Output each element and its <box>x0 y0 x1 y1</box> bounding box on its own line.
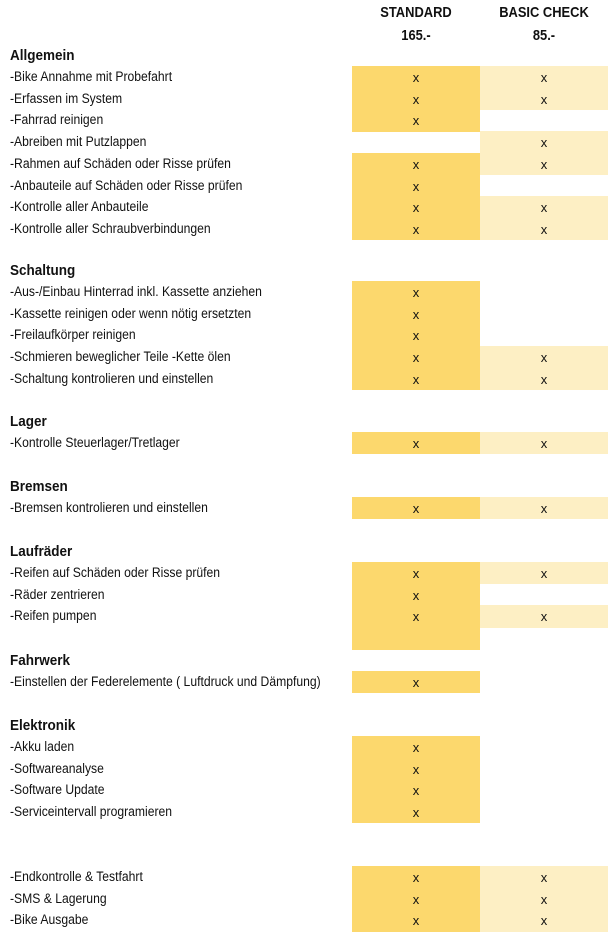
basic-check-price: 85.- <box>532 27 556 44</box>
basic-check-included-mark: x <box>540 135 548 151</box>
basic-check-included-mark: x <box>540 609 548 625</box>
standard-included-mark: x <box>412 609 420 625</box>
service-item-label: -Erfassen im System <box>10 90 123 106</box>
standard-included-mark: x <box>412 501 420 516</box>
standard-included-mark: x <box>412 891 420 907</box>
standard-included-mark: x <box>412 221 420 237</box>
section-title: Laufräder <box>10 543 73 560</box>
standard-price: 165.- <box>401 27 431 44</box>
basic-check-included-mark: x <box>540 221 548 237</box>
standard-included-mark: x <box>412 740 420 755</box>
service-item-label: -Räder zentrieren <box>10 586 105 602</box>
basic-check-included-mark: x <box>540 70 548 85</box>
service-item-label: -Softwareanalyse <box>10 760 104 776</box>
service-item-label: -Anbauteile auf Schäden oder Risse prüfen <box>10 177 243 193</box>
section-title: Schaltung <box>10 262 76 279</box>
service-item-label: -Reifen auf Schäden oder Risse prüfen <box>10 565 221 580</box>
service-item-label: -Abreiben mit Putzlappen <box>10 134 147 150</box>
service-item-label: -Fahrrad reinigen <box>10 112 104 128</box>
basic-check-included-mark: x <box>540 200 548 216</box>
basic-check-included-mark: x <box>540 913 548 929</box>
standard-included-mark: x <box>412 371 420 387</box>
section-title: Lager <box>10 413 47 430</box>
service-item-label: -Bike Ausgabe <box>10 912 89 928</box>
standard-included-mark: x <box>412 870 420 885</box>
standard-included-mark: x <box>412 113 420 129</box>
service-item-label: -Bike Annahme mit Probefahrt <box>10 69 173 84</box>
standard-name: STANDARD <box>380 4 452 21</box>
standard-included-mark: x <box>412 285 420 300</box>
service-item-label: -Freilaufkörper reinigen <box>10 327 136 343</box>
standard-column-header <box>361 3 471 46</box>
service-item-label: -Schaltung kontrolieren und einstellen <box>10 370 214 386</box>
basic-check-included-mark: x <box>540 891 548 907</box>
standard-included-mark: x <box>412 91 420 107</box>
section-title: Fahrwerk <box>10 652 71 669</box>
service-item-label: -Kontrolle Steuerlager/Tretlager <box>10 435 180 450</box>
service-item-label: -Reifen pumpen <box>10 608 97 624</box>
service-item-label: -Aus-/Einbau Hinterrad inkl. Kassette anziehen <box>10 284 262 299</box>
service-item-label: -Rahmen auf Schäden oder Risse prüfen <box>10 155 231 171</box>
standard-included-mark: x <box>412 805 420 821</box>
section-title: Allgemein <box>10 47 75 64</box>
standard-included-mark: x <box>412 761 420 777</box>
standard-included-mark: x <box>412 783 420 799</box>
basic-check-column-header <box>489 3 599 46</box>
standard-included-mark: x <box>412 566 420 581</box>
service-item-label: -Endkontrolle & Testfahrt <box>10 869 143 884</box>
service-item-label: -SMS & Lagerung <box>10 890 107 906</box>
basic-check-included-mark: x <box>540 501 548 516</box>
standard-included-mark: x <box>412 70 420 85</box>
basic-check-included-mark: x <box>540 91 548 107</box>
service-item-label: -Schmieren beweglicher Teile -Kette ölen <box>10 349 231 365</box>
service-item-label: -Einstellen der Federelemente ( Luftdruck und Dämpfung) <box>10 674 321 689</box>
basic-check-name: BASIC CHECK <box>499 4 589 21</box>
standard-included-mark: x <box>412 436 420 451</box>
service-item-label: -Software Update <box>10 782 105 798</box>
service-item-label: -Bremsen kontrolieren und einstellen <box>10 500 208 515</box>
service-item-label: -Akku laden <box>10 739 75 754</box>
standard-included-mark: x <box>412 178 420 194</box>
service-item-label: -Serviceintervall programieren <box>10 804 173 820</box>
section-title: Elektronik <box>10 717 76 734</box>
basic-check-included-mark: x <box>540 371 548 387</box>
basic-check-included-mark: x <box>540 436 548 451</box>
standard-included-mark: x <box>412 328 420 344</box>
standard-included-mark: x <box>412 587 420 603</box>
standard-included-mark: x <box>412 913 420 929</box>
basic-check-included-mark: x <box>540 870 548 885</box>
standard-included-mark: x <box>412 306 420 322</box>
standard-included-mark: x <box>412 350 420 366</box>
basic-check-included-mark: x <box>540 156 548 172</box>
standard-included-mark: x <box>412 675 420 690</box>
standard-included-mark: x <box>412 156 420 172</box>
service-item-label: -Kontrolle aller Anbauteile <box>10 199 149 215</box>
service-item-label: -Kontrolle aller Schraubverbindungen <box>10 220 211 236</box>
service-item-label: -Kassette reinigen oder wenn nötig ersetzten <box>10 305 252 321</box>
basic-check-included-mark: x <box>540 566 548 581</box>
basic-check-included-mark: x <box>540 350 548 366</box>
section-title: Bremsen <box>10 478 68 495</box>
standard-included-mark: x <box>412 200 420 216</box>
